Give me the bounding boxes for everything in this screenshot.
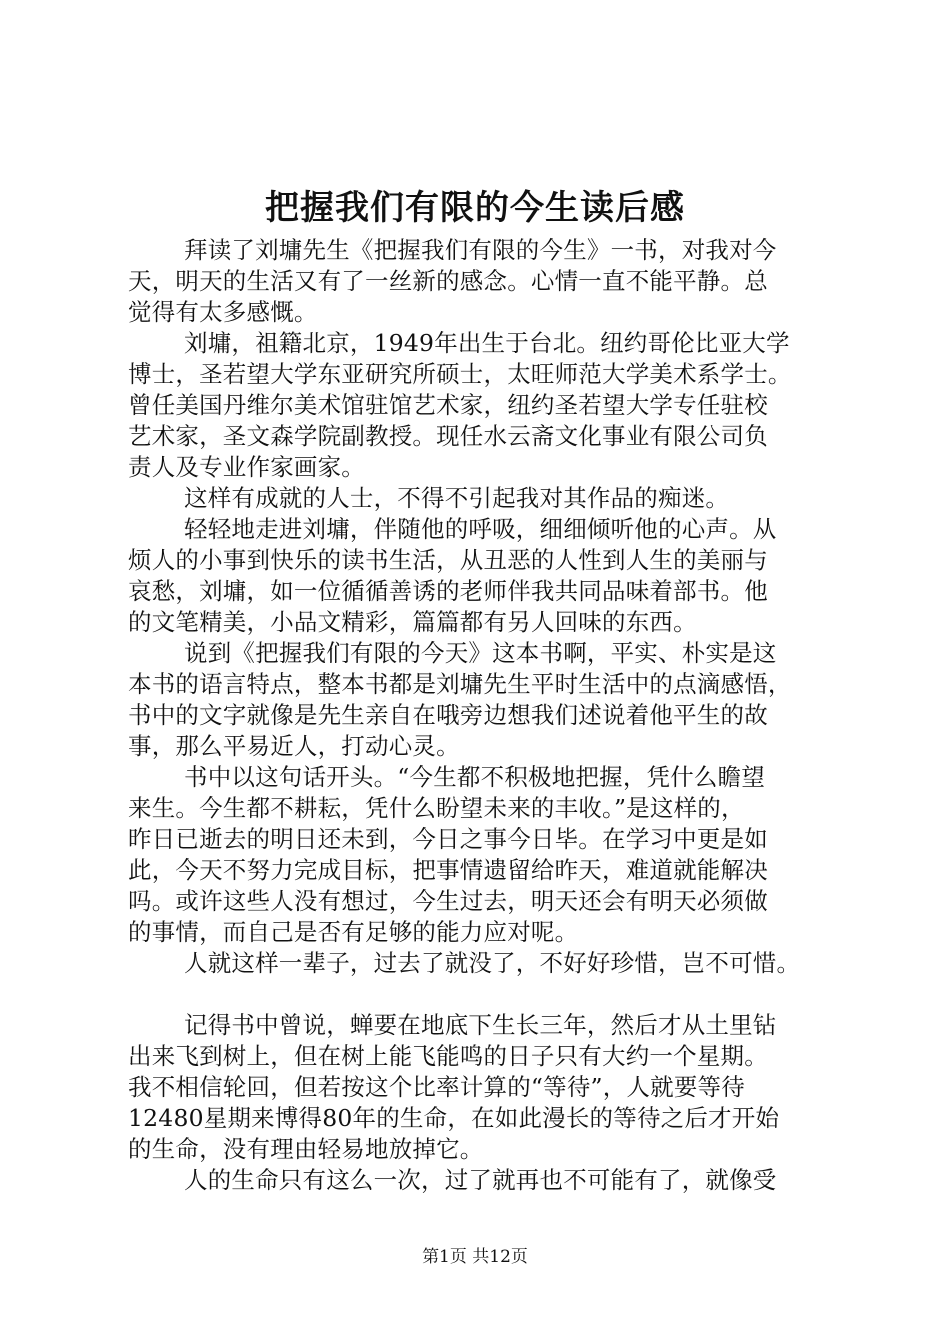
text-line: 我不相信轮回，但若按这个比率计算的“等待”，人就要等待 [128,1073,745,1101]
text-line: 的事情，而自己是否有足够的能力应对呢。 [128,918,579,946]
text-line: 责人及专业作家画家。 [128,453,365,481]
text-line: 天，明天的生活又有了一丝新的感念。心情一直不能平静。总 [128,267,768,295]
text-line: 吗。或许这些人没有想过，今生过去，明天还会有明天必须做 [128,887,768,915]
text-line: 博士，圣若望大学东亚研究所硕士，太旺师范大学美术系学士。 [128,360,792,388]
text-line: 昨日已逝去的明日还未到，今日之事今日毕。在学习中更是如 [128,825,768,853]
text-line: 的文笔精美，小品文精彩，篇篇都有另人回味的东西。 [128,608,697,636]
text-line: 的生命，没有理由轻易地放掉它。 [128,1135,484,1163]
text-line: 出来飞到树上，但在树上能飞能鸣的日子只有大约一个星期。 [128,1042,768,1070]
text-line: 来生。今生都不耕耘，凭什么盼望未来的丰收。”是这样的， [128,794,745,822]
text-line: 拜读了刘墉先生《把握我们有限的今生》一书，对我对今 [184,236,777,264]
text-line: 这样有成就的人士，不得不引起我对其作品的痴迷。 [184,484,730,512]
blank-line [128,979,848,1010]
document-body [128,235,848,1196]
text-line: 曾任美国丹维尔美术馆驻馆艺术家，纽约圣若望大学专任驻校 [128,391,768,419]
text-line: 事，那么平易近人，打动心灵。 [128,732,460,760]
text-line: 此，今天不努力完成目标，把事情遗留给昨天，难道就能解决 [128,856,768,884]
text-line: 哀愁，刘墉，如一位循循善诱的老师伴我共同品味着部书。他 [128,577,768,605]
text-line: 刘墉，祖籍北京，1949年出生于台北。纽约哥伦比亚大学 [184,329,790,357]
text-line: 轻轻地走进刘墉，伴随他的呼吸，细细倾听他的心声。从 [184,515,777,543]
text-line: 说到《把握我们有限的今天》这本书啊，平实、朴实是这 [184,639,777,667]
document-title: 把握我们有限的今生读后感 [265,188,685,228]
text-line: 人就这样一辈子，过去了就没了，不好好珍惜，岂不可惜。 [184,949,801,977]
text-line: 书中以这句话开头。“今生都不积极地把握，凭什么瞻望 [184,763,766,791]
text-line: 本书的语言特点，整本书都是刘墉先生平时生活中的点滴感悟， [128,670,792,698]
text-line: 书中的文字就像是先生亲自在哦旁边想我们述说着他平生的故 [128,701,768,729]
text-line: 觉得有太多感慨。 [128,298,318,326]
text-line: 12480星期来博得80年的生命，在如此漫长的等待之后才开始 [128,1104,780,1132]
text-line: 人的生命只有这么一次，过了就再也不可能有了，就像受 [184,1166,777,1194]
page-number-footer: 第1页 共12页 [422,1247,528,1267]
text-line: 记得书中曾说，蝉要在地底下生长三年，然后才从土里钻 [184,1011,777,1039]
text-line: 艺术家，圣文森学院副教授。现任水云斋文化事业有限公司负 [128,422,768,450]
text-line: 烦人的小事到快乐的读书生活，从丑恶的人性到人生的美丽与 [128,546,768,574]
